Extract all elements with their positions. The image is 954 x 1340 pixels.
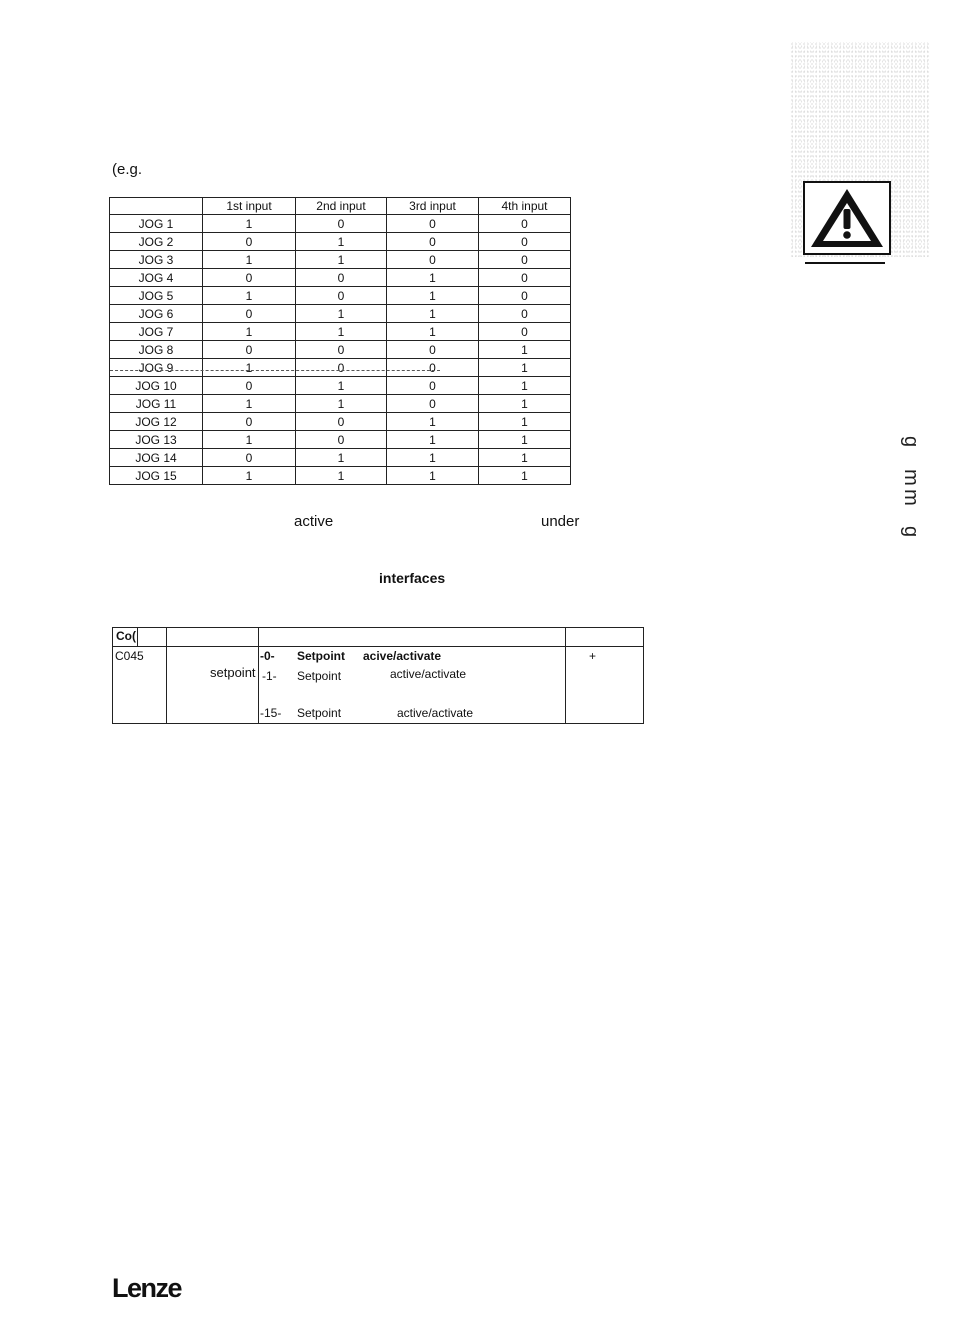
code-value: C045 <box>115 649 144 663</box>
input-value-cell: 1 <box>479 341 571 359</box>
input-value-cell: 0 <box>479 215 571 233</box>
input-value-cell: 1 <box>203 287 296 305</box>
table-row <box>110 287 571 305</box>
input-value-cell: 1 <box>387 431 479 449</box>
input-value-cell: 1 <box>203 431 296 449</box>
side-char-2: m <box>899 469 922 486</box>
jog-label-cell: JOG 7 <box>110 323 203 341</box>
option-1-value: active/activate <box>390 667 467 681</box>
plus-sign: + <box>589 649 597 663</box>
header-input-2: 2nd input <box>296 198 387 215</box>
input-value-cell: 1 <box>387 413 479 431</box>
option-1-num: -1- <box>262 669 277 683</box>
input-value-cell: 0 <box>203 341 296 359</box>
input-value-cell: 0 <box>203 413 296 431</box>
input-value-cell: 0 <box>387 251 479 269</box>
input-value-cell: 1 <box>296 467 387 485</box>
jog-label-cell: JOG 10 <box>110 377 203 395</box>
input-value-cell: 0 <box>296 413 387 431</box>
table-row <box>110 251 571 269</box>
input-value-cell: 0 <box>479 269 571 287</box>
input-value-cell: 0 <box>479 251 571 269</box>
input-value-cell: 1 <box>296 305 387 323</box>
code-table-header-line <box>113 646 643 647</box>
jog-label-cell: JOG 3 <box>110 251 203 269</box>
input-value-cell: 0 <box>203 305 296 323</box>
table-row <box>110 323 571 341</box>
jog-table-header <box>110 198 571 215</box>
input-value-cell: 0 <box>479 233 571 251</box>
table-row <box>110 449 571 467</box>
option-15-value: active/activate <box>397 706 474 720</box>
input-value-cell: 0 <box>387 233 479 251</box>
input-value-cell: 0 <box>387 215 479 233</box>
table-row <box>110 467 571 485</box>
jog-label-cell: JOG 2 <box>110 233 203 251</box>
code-header: Co( <box>116 629 136 643</box>
input-value-cell: 1 <box>479 395 571 413</box>
input-value-cell: 1 <box>387 449 479 467</box>
code-table-divider <box>258 628 259 723</box>
input-value-cell: 0 <box>296 287 387 305</box>
input-value-cell: 1 <box>296 395 387 413</box>
input-value-cell: 1 <box>479 377 571 395</box>
input-value-cell: 1 <box>203 467 296 485</box>
table-row <box>110 359 571 377</box>
jog-table <box>109 197 571 485</box>
input-value-cell: 1 <box>479 449 571 467</box>
option-15-label: Setpoint <box>297 706 342 720</box>
input-value-cell: 0 <box>296 431 387 449</box>
jog-label-cell: JOG 14 <box>110 449 203 467</box>
input-value-cell: 1 <box>479 359 571 377</box>
input-value-cell: 1 <box>387 287 479 305</box>
side-char-1: g <box>900 435 923 448</box>
table-row <box>110 233 571 251</box>
jog-label-cell: JOG 11 <box>110 395 203 413</box>
table-row <box>110 377 571 395</box>
jog-label-cell: JOG 13 <box>110 431 203 449</box>
input-value-cell: 0 <box>296 359 387 377</box>
input-value-cell: 0 <box>203 377 296 395</box>
name-fragment: setpoint <box>210 665 256 680</box>
input-value-cell: 1 <box>479 467 571 485</box>
jog-label-cell: JOG 4 <box>110 269 203 287</box>
header-input-3: 3rd input <box>387 198 479 215</box>
input-value-cell: 1 <box>296 449 387 467</box>
input-value-cell: 0 <box>479 323 571 341</box>
input-value-cell: 1 <box>387 269 479 287</box>
input-value-cell: 1 <box>296 323 387 341</box>
jog-label-cell: JOG 1 <box>110 215 203 233</box>
input-value-cell: 0 <box>296 269 387 287</box>
input-value-cell: 0 <box>296 341 387 359</box>
under-word: under <box>541 513 580 530</box>
input-value-cell: 1 <box>479 431 571 449</box>
code-table-divider <box>166 628 167 723</box>
input-value-cell: 1 <box>296 377 387 395</box>
interfaces-heading: interfaces <box>379 570 446 586</box>
table-row <box>110 305 571 323</box>
input-value-cell: 0 <box>387 359 479 377</box>
header-input-4: 4th input <box>479 198 571 215</box>
input-value-cell: 0 <box>203 449 296 467</box>
jog-label-cell: JOG 12 <box>110 413 203 431</box>
input-value-cell: 1 <box>203 395 296 413</box>
warning-frame <box>803 181 891 255</box>
input-value-cell: 0 <box>479 287 571 305</box>
option-15-num: -15- <box>260 706 282 720</box>
warning-underline <box>805 262 885 264</box>
code-table-divider <box>565 628 566 723</box>
lenze-logo: Lenze <box>112 1273 182 1303</box>
jog-label-cell: JOG 6 <box>110 305 203 323</box>
input-value-cell: 1 <box>203 215 296 233</box>
jog-label-cell: JOG 8 <box>110 341 203 359</box>
jog-label-cell: JOG 5 <box>110 287 203 305</box>
dashed-line-artifact <box>110 370 440 371</box>
table-row <box>110 395 571 413</box>
side-char-3: m <box>899 489 922 506</box>
input-value-cell: 0 <box>479 305 571 323</box>
code-table-divider <box>137 628 138 646</box>
option-0-num: -0- <box>260 649 275 663</box>
table-row <box>110 431 571 449</box>
intro-text: (e.g. <box>112 161 143 178</box>
input-value-cell: 0 <box>387 377 479 395</box>
option-1-label: Setpoint <box>297 669 342 683</box>
table-row <box>110 215 571 233</box>
input-value-cell: 0 <box>387 341 479 359</box>
code-table <box>112 627 644 724</box>
input-value-cell: 1 <box>387 323 479 341</box>
active-word: active <box>294 513 334 530</box>
option-0-value: acive/activate <box>363 649 442 663</box>
input-value-cell: 1 <box>387 305 479 323</box>
input-value-cell: 1 <box>203 251 296 269</box>
jog-label-cell: JOG 9 <box>110 359 203 377</box>
jog-label-cell: JOG 15 <box>110 467 203 485</box>
input-value-cell: 0 <box>203 269 296 287</box>
input-value-cell: 0 <box>296 215 387 233</box>
input-value-cell: 0 <box>387 395 479 413</box>
side-char-4: g <box>900 525 923 538</box>
input-value-cell: 1 <box>296 233 387 251</box>
table-row <box>110 341 571 359</box>
input-value-cell: 1 <box>203 359 296 377</box>
table-row <box>110 413 571 431</box>
input-value-cell: 1 <box>296 251 387 269</box>
input-value-cell: 1 <box>479 413 571 431</box>
table-row <box>110 269 571 287</box>
input-value-cell: 0 <box>203 233 296 251</box>
option-0-label: Setpoint <box>297 649 345 663</box>
warning-triangle-icon <box>805 183 889 253</box>
input-value-cell: 1 <box>203 323 296 341</box>
header-blank <box>110 198 203 215</box>
header-input-1: 1st input <box>203 198 296 215</box>
input-value-cell: 1 <box>387 467 479 485</box>
